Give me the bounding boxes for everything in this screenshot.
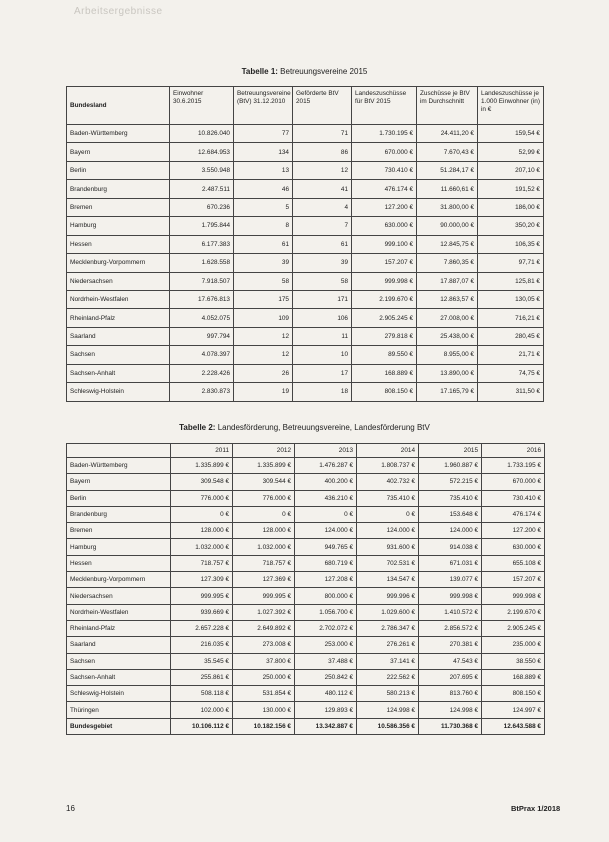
table2-value-cell: 808.150 € [482, 686, 545, 702]
table2-state-cell: Bremen [67, 523, 171, 539]
table2-value-cell: 13.342.887 € [295, 718, 357, 734]
table1 [66, 86, 544, 402]
table1-value-cell: 31.800,00 € [417, 198, 478, 216]
table1-value-cell: 19 [234, 383, 293, 401]
table2-value-cell: 235.000 € [482, 637, 545, 653]
table1-header-cell: Einwohner 30.6.2015 [170, 87, 234, 125]
table1-value-cell: 52,99 € [478, 143, 544, 161]
table2-value-cell: 1.808.737 € [357, 458, 419, 474]
table2-value-cell: 157.207 € [482, 572, 545, 588]
table1-state-cell: Baden-Württemberg [67, 125, 170, 143]
table2-value-cell: 10.106.112 € [171, 718, 233, 734]
table2-value-cell: 124.998 € [419, 702, 482, 718]
table1-row [67, 272, 544, 290]
table2-value-cell: 124.000 € [295, 523, 357, 539]
table2-value-cell: 139.077 € [419, 572, 482, 588]
table2-value-cell: 1.410.572 € [419, 604, 482, 620]
table2-value-cell: 128.000 € [233, 523, 295, 539]
table2-state-cell: Thüringen [67, 702, 171, 718]
table2-value-cell: 1.027.392 € [233, 604, 295, 620]
table2-row [67, 539, 545, 555]
table2-value-cell: 800.000 € [295, 588, 357, 604]
table2-value-cell: 102.000 € [171, 702, 233, 718]
table1-value-cell: 5 [234, 198, 293, 216]
table2-value-cell: 476.174 € [482, 506, 545, 522]
table1-row [67, 161, 544, 179]
table1-value-cell: 7.860,35 € [417, 254, 478, 272]
table1-row [67, 327, 544, 345]
table1-row [67, 383, 544, 401]
table1-row [67, 364, 544, 382]
table1-value-cell: 46 [234, 180, 293, 198]
table1-row [67, 346, 544, 364]
table1-value-cell: 2.905.245 € [352, 309, 417, 327]
table2-header-cell: 2016 [482, 444, 545, 458]
table2-value-cell: 130.000 € [233, 702, 295, 718]
table2-body [67, 458, 545, 735]
table1-value-cell: 1.628.558 [170, 254, 234, 272]
table1-value-cell: 4.078.397 [170, 346, 234, 364]
table1-value-cell: 670.236 [170, 198, 234, 216]
table2-value-cell: 718.757 € [233, 555, 295, 571]
table1-value-cell: 127.200 € [352, 198, 417, 216]
table1-value-cell: 630.000 € [352, 217, 417, 235]
table2-value-cell: 37.488 € [295, 653, 357, 669]
table1-value-cell: 997.794 [170, 327, 234, 345]
table2-state-cell: Niedersachsen [67, 588, 171, 604]
table2-value-cell: 35.545 € [171, 653, 233, 669]
table1-value-cell: 12 [234, 327, 293, 345]
table2-value-cell: 702.531 € [357, 555, 419, 571]
table2-value-cell: 0 € [357, 506, 419, 522]
table1-row [67, 217, 544, 235]
table2-row [67, 653, 545, 669]
table1-value-cell: 17.165,79 € [417, 383, 478, 401]
table2-value-cell: 670.000 € [482, 474, 545, 490]
table1-value-cell: 25.438,00 € [417, 327, 478, 345]
table2-header-cell: 2014 [357, 444, 419, 458]
table1-header-cell: Bundesland [67, 87, 170, 125]
table2-value-cell: 2.905.245 € [482, 620, 545, 636]
table1-value-cell: 17.676.813 [170, 290, 234, 308]
table1-value-cell: 7.918.507 [170, 272, 234, 290]
table1-value-cell: 279.818 € [352, 327, 417, 345]
table1-value-cell: 10 [293, 346, 352, 364]
table1-value-cell: 24.411,20 € [417, 125, 478, 143]
table2-value-cell: 1.032.000 € [171, 539, 233, 555]
table2-value-cell: 127.309 € [171, 572, 233, 588]
table2-value-cell: 2.786.347 € [357, 620, 419, 636]
table2-row [67, 620, 545, 636]
table1-value-cell: 89.550 € [352, 346, 417, 364]
table1-value-cell: 97,71 € [478, 254, 544, 272]
table2-value-cell: 572.215 € [419, 474, 482, 490]
table2-value-cell: 730.410 € [482, 490, 545, 506]
table1-value-cell: 207,10 € [478, 161, 544, 179]
table1-value-cell: 2.199.670 € [352, 290, 417, 308]
table2-value-cell: 999.996 € [357, 588, 419, 604]
table2-row [67, 702, 545, 718]
table1-value-cell: 58 [234, 272, 293, 290]
table2-state-cell: Bayern [67, 474, 171, 490]
table1-value-cell: 17.887,07 € [417, 272, 478, 290]
table2-value-cell: 129.893 € [295, 702, 357, 718]
table1-value-cell: 311,50 € [478, 383, 544, 401]
table1-value-cell: 86 [293, 143, 352, 161]
table1-value-cell: 12 [234, 346, 293, 364]
table1-value-cell: 350,20 € [478, 217, 544, 235]
table2-state-cell: Baden-Württemberg [67, 458, 171, 474]
table1-value-cell: 730.410 € [352, 161, 417, 179]
table2-value-cell: 11.730.368 € [419, 718, 482, 734]
magazine-issue: BtPrax 1/2018 [511, 804, 561, 813]
table2-value-cell: 207.695 € [419, 669, 482, 685]
table2-value-cell: 718.757 € [171, 555, 233, 571]
table2-value-cell: 1.056.700 € [295, 604, 357, 620]
table1-value-cell: 186,00 € [478, 198, 544, 216]
table2-value-cell: 12.643.588 € [482, 718, 545, 734]
table2-row [67, 604, 545, 620]
table2-value-cell: 38.550 € [482, 653, 545, 669]
table1-value-cell: 12.863,57 € [417, 290, 478, 308]
table1-value-cell: 171 [293, 290, 352, 308]
table1-value-cell: 175 [234, 290, 293, 308]
table2-value-cell: 508.118 € [171, 686, 233, 702]
table2-value-cell: 47.543 € [419, 653, 482, 669]
table2-value-cell: 931.600 € [357, 539, 419, 555]
table2-value-cell: 671.031 € [419, 555, 482, 571]
table1-state-cell: Bayern [67, 143, 170, 161]
table2-value-cell: 2.702.072 € [295, 620, 357, 636]
table2-value-cell: 222.562 € [357, 669, 419, 685]
table2-header-cell: 2012 [233, 444, 295, 458]
table2-value-cell: 2.649.892 € [233, 620, 295, 636]
table2-header-row [67, 444, 545, 458]
table1-value-cell: 159,54 € [478, 125, 544, 143]
table2-value-cell: 124.998 € [357, 702, 419, 718]
table2-value-cell: 1.960.887 € [419, 458, 482, 474]
table2-value-cell: 2.199.670 € [482, 604, 545, 620]
table2-value-cell: 400.200 € [295, 474, 357, 490]
table2-state-cell: Mecklenburg-Vorpommern [67, 572, 171, 588]
table1-value-cell: 13.890,00 € [417, 364, 478, 382]
table1-state-cell: Berlin [67, 161, 170, 179]
table2-value-cell: 480.112 € [295, 686, 357, 702]
table1-state-cell: Rheinland-Pfalz [67, 309, 170, 327]
table1-value-cell: 4.052.075 [170, 309, 234, 327]
table2-value-cell: 128.000 € [171, 523, 233, 539]
table2-value-cell: 735.410 € [419, 490, 482, 506]
table2-value-cell: 999.998 € [419, 588, 482, 604]
table1-value-cell: 1.730.195 € [352, 125, 417, 143]
table1-value-cell: 808.150 € [352, 383, 417, 401]
table1-value-cell: 999.100 € [352, 235, 417, 253]
table2-row [67, 572, 545, 588]
table2-value-cell: 127.369 € [233, 572, 295, 588]
table2-state-cell: Schleswig-Holstein [67, 686, 171, 702]
table1-state-cell: Nordrhein-Westfalen [67, 290, 170, 308]
table1-state-cell: Bremen [67, 198, 170, 216]
table1-value-cell: 61 [234, 235, 293, 253]
table1-value-cell: 21,71 € [478, 346, 544, 364]
table1-value-cell: 61 [293, 235, 352, 253]
table1-state-cell: Mecklenburg-Vorpommern [67, 254, 170, 272]
running-title: Arbeitsergebnisse [74, 6, 163, 17]
table1-value-cell: 280,45 € [478, 327, 544, 345]
table2-value-cell: 253.000 € [295, 637, 357, 653]
table1-value-cell: 90.000,00 € [417, 217, 478, 235]
table1-value-cell: 39 [293, 254, 352, 272]
table1-state-cell: Schleswig-Holstein [67, 383, 170, 401]
table2-value-cell: 776.000 € [233, 490, 295, 506]
table2-value-cell: 1.032.000 € [233, 539, 295, 555]
table2-row [67, 458, 545, 474]
table2-value-cell: 309.544 € [233, 474, 295, 490]
table2-caption-text: Landesförderung, Betreuungsvereine, Landesförderung BtV [217, 423, 430, 432]
table2-state-cell: Brandenburg [67, 506, 171, 522]
table2-value-cell: 813.760 € [419, 686, 482, 702]
table1-value-cell: 8.955,00 € [417, 346, 478, 364]
table1-value-cell: 58 [293, 272, 352, 290]
table1-state-cell: Saarland [67, 327, 170, 345]
table1-value-cell: 71 [293, 125, 352, 143]
table1-value-cell: 716,21 € [478, 309, 544, 327]
table1-value-cell: 106 [293, 309, 352, 327]
table2-value-cell: 531.854 € [233, 686, 295, 702]
table2-value-cell: 124.000 € [357, 523, 419, 539]
table2-value-cell: 914.038 € [419, 539, 482, 555]
table1-value-cell: 134 [234, 143, 293, 161]
page-number: 16 [66, 804, 75, 813]
table1-header-cell: Zuschüsse je BtV im Durchschnitt [417, 87, 478, 125]
table2-state-cell: Hessen [67, 555, 171, 571]
table1-value-cell: 41 [293, 180, 352, 198]
table2-caption [0, 423, 609, 432]
table2-value-cell: 999.998 € [482, 588, 545, 604]
table2-value-cell: 276.261 € [357, 637, 419, 653]
table1-body [67, 125, 544, 402]
table2-row [67, 555, 545, 571]
table2-row [67, 523, 545, 539]
table2-value-cell: 402.732 € [357, 474, 419, 490]
table1-value-cell: 168.889 € [352, 364, 417, 382]
table2-value-cell: 153.648 € [419, 506, 482, 522]
table2-value-cell: 0 € [171, 506, 233, 522]
table1-value-cell: 18 [293, 383, 352, 401]
table2-row [67, 474, 545, 490]
table2-value-cell: 735.410 € [357, 490, 419, 506]
table1-value-cell: 13 [234, 161, 293, 179]
table2-value-cell: 630.000 € [482, 539, 545, 555]
table2-value-cell: 1.733.195 € [482, 458, 545, 474]
table1-row [67, 254, 544, 272]
table1-value-cell: 191,52 € [478, 180, 544, 198]
table2-value-cell: 10.182.156 € [233, 718, 295, 734]
table1-row [67, 198, 544, 216]
table2-row [67, 490, 545, 506]
table2-header-cell: 2013 [295, 444, 357, 458]
table2-value-cell: 1.029.600 € [357, 604, 419, 620]
table1-value-cell: 3.550.948 [170, 161, 234, 179]
table1-value-cell: 2.228.426 [170, 364, 234, 382]
table2-caption-label: Tabelle 2: [179, 423, 216, 432]
table1-value-cell: 6.177.383 [170, 235, 234, 253]
table1-value-cell: 74,75 € [478, 364, 544, 382]
table1-value-cell: 10.826.040 [170, 125, 234, 143]
table1-row [67, 125, 544, 143]
table2-row [67, 686, 545, 702]
table1-header-cell: Landeszuschüsse für BtV 2015 [352, 87, 417, 125]
table2-value-cell: 999.995 € [171, 588, 233, 604]
table1-header-cell: Betreuungsvereine (BtV) 31.12.2010 [234, 87, 293, 125]
table2-value-cell: 0 € [295, 506, 357, 522]
table1-value-cell: 51.284,17 € [417, 161, 478, 179]
table2-value-cell: 270.381 € [419, 637, 482, 653]
table1-row [67, 235, 544, 253]
table2-value-cell: 127.200 € [482, 523, 545, 539]
table2-value-cell: 168.889 € [482, 669, 545, 685]
table2-row [67, 718, 545, 734]
table1-value-cell: 11 [293, 327, 352, 345]
table1-row [67, 290, 544, 308]
table2-state-cell: Sachsen [67, 653, 171, 669]
table2-value-cell: 949.765 € [295, 539, 357, 555]
table2-value-cell: 1.335.899 € [233, 458, 295, 474]
table1-value-cell: 12.684.953 [170, 143, 234, 161]
table1-caption-label: Tabelle 1: [241, 67, 278, 76]
table1-value-cell: 26 [234, 364, 293, 382]
table2-value-cell: 10.586.356 € [357, 718, 419, 734]
table2-value-cell: 2.657.228 € [171, 620, 233, 636]
table1-header-cell: Landeszuschüsse je 1.000 Einwohner (in) in € [478, 87, 544, 125]
table1-row [67, 309, 544, 327]
table2-row [67, 588, 545, 604]
table2-row [67, 506, 545, 522]
table1-state-cell: Niedersachsen [67, 272, 170, 290]
table1-caption-text: Betreuungsvereine 2015 [280, 67, 368, 76]
table1-row [67, 143, 544, 161]
table1-value-cell: 12 [293, 161, 352, 179]
table1-state-cell: Sachsen-Anhalt [67, 364, 170, 382]
table1-row [67, 180, 544, 198]
table2-value-cell: 1.335.899 € [171, 458, 233, 474]
table1-value-cell: 4 [293, 198, 352, 216]
table2-state-cell: Rheinland-Pfalz [67, 620, 171, 636]
table1-value-cell: 999.998 € [352, 272, 417, 290]
table2-header-cell [67, 444, 171, 458]
table2-value-cell: 776.000 € [171, 490, 233, 506]
table2-value-cell: 124.997 € [482, 702, 545, 718]
table2-value-cell: 216.035 € [171, 637, 233, 653]
table1-value-cell: 8 [234, 217, 293, 235]
table2-value-cell: 273.008 € [233, 637, 295, 653]
table2-value-cell: 255.861 € [171, 669, 233, 685]
table1-value-cell: 7 [293, 217, 352, 235]
table2-state-cell: Hamburg [67, 539, 171, 555]
table1-value-cell: 11.660,61 € [417, 180, 478, 198]
table2-value-cell: 1.476.287 € [295, 458, 357, 474]
table1-state-cell: Brandenburg [67, 180, 170, 198]
table2-row [67, 637, 545, 653]
table2-header-cell: 2015 [419, 444, 482, 458]
table2-value-cell: 309.548 € [171, 474, 233, 490]
table1-state-cell: Hamburg [67, 217, 170, 235]
table2-value-cell: 655.108 € [482, 555, 545, 571]
table2-value-cell: 999.995 € [233, 588, 295, 604]
table2-value-cell: 124.000 € [419, 523, 482, 539]
table2-value-cell: 939.669 € [171, 604, 233, 620]
table2-value-cell: 37.800 € [233, 653, 295, 669]
table2-state-cell: Sachsen-Anhalt [67, 669, 171, 685]
table1-state-cell: Hessen [67, 235, 170, 253]
table2-value-cell: 436.210 € [295, 490, 357, 506]
table1-value-cell: 109 [234, 309, 293, 327]
table2-value-cell: 127.208 € [295, 572, 357, 588]
table1-value-cell: 476.174 € [352, 180, 417, 198]
table1-value-cell: 130,05 € [478, 290, 544, 308]
table1-header-cell: Geförderte BtV 2015 [293, 87, 352, 125]
table1-value-cell: 2.487.511 [170, 180, 234, 198]
table2-value-cell: 37.141 € [357, 653, 419, 669]
table2-value-cell: 250.842 € [295, 669, 357, 685]
table2-value-cell: 0 € [233, 506, 295, 522]
table1-value-cell: 27.008,00 € [417, 309, 478, 327]
table2 [66, 443, 545, 735]
table2-value-cell: 2.856.572 € [419, 620, 482, 636]
table2-row [67, 669, 545, 685]
table1-caption [0, 67, 609, 76]
table1-header-row [67, 87, 544, 125]
table1-value-cell: 125,81 € [478, 272, 544, 290]
table1-value-cell: 17 [293, 364, 352, 382]
table1-value-cell: 7.670,43 € [417, 143, 478, 161]
table2-header-cell: 2011 [171, 444, 233, 458]
table2-value-cell: 680.719 € [295, 555, 357, 571]
table2-value-cell: 134.547 € [357, 572, 419, 588]
table1-value-cell: 157.207 € [352, 254, 417, 272]
table1-value-cell: 2.830.873 [170, 383, 234, 401]
table2-state-cell: Saarland [67, 637, 171, 653]
table2-value-cell: 580.213 € [357, 686, 419, 702]
table1-value-cell: 77 [234, 125, 293, 143]
table1-value-cell: 39 [234, 254, 293, 272]
table2-state-cell: Bundesgebiet [67, 718, 171, 734]
table1-value-cell: 12.845,75 € [417, 235, 478, 253]
table1-value-cell: 670.000 € [352, 143, 417, 161]
table2-value-cell: 250.000 € [233, 669, 295, 685]
table2-state-cell: Nordrhein-Westfalen [67, 604, 171, 620]
table1-value-cell: 1.795.844 [170, 217, 234, 235]
table2-state-cell: Berlin [67, 490, 171, 506]
table1-state-cell: Sachsen [67, 346, 170, 364]
table1-value-cell: 106,35 € [478, 235, 544, 253]
